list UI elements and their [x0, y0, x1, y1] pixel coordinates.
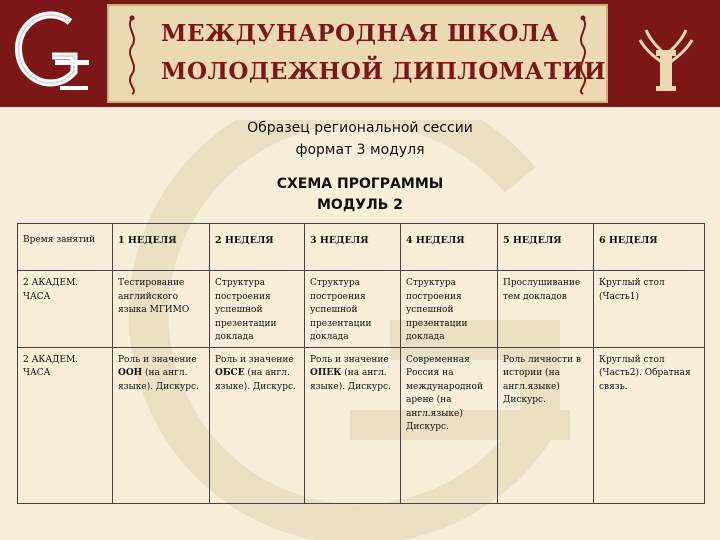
school-name-line2: МОЛОДЕЖНОЙ ДИПЛОМАТИИ	[161, 58, 607, 85]
table-header-row	[18, 224, 705, 271]
row1-week5-cell: Прослушивание тем докладов	[498, 271, 594, 348]
ornament-left-icon	[123, 14, 141, 96]
row2-week2-text-pre: Роль и значение	[215, 354, 294, 365]
row2-week3-org: ОПЕК	[310, 368, 342, 378]
header-cell-week4: 4 НЕДЕЛЯ	[401, 224, 498, 271]
row2-week2-text-post: (на англ. языке). Дискурс.	[215, 368, 296, 392]
school-logo	[0, 0, 103, 107]
row2-week6-cell: Круглый стол (Часть2). Обратная связь.	[594, 347, 705, 504]
g-logo-icon	[0, 0, 103, 107]
row2-week2-cell	[210, 347, 305, 504]
row1-week6-cell: Круглый стол (Часть1)	[594, 271, 705, 348]
row2-week1-text-pre: Роль и значение	[118, 354, 197, 365]
row2-week3-cell	[305, 347, 401, 504]
row2-week2-org: ОБСЕ	[215, 368, 245, 378]
row2-week3-text-pre: Роль и значение	[310, 354, 389, 365]
header-cell-week6: 6 НЕДЕЛЯ	[594, 224, 705, 271]
session-title: Образец региональной сессии	[247, 120, 473, 136]
program-schedule-table	[17, 223, 705, 504]
row2-week1-cell	[113, 347, 210, 504]
row2-week3-text-post: (на англ. языке). Дискурс.	[310, 368, 391, 392]
emblem-logo	[612, 0, 720, 107]
row2-time-cell: 2 АКАДЕМ. ЧАСА	[18, 347, 113, 504]
header-cell-time: Время занятий	[18, 224, 113, 271]
school-name-line1: МЕЖДУНАРОДНАЯ ШКОЛА	[161, 20, 559, 47]
table-row	[18, 347, 705, 504]
header-cell-week3: 3 НЕДЕЛЯ	[305, 224, 401, 271]
school-name-banner	[107, 4, 608, 103]
row2-week1-text-post: (на англ. языке). Дискурс.	[118, 368, 199, 392]
row1-week2-cell: Структура построения успешной презентации доклада	[210, 271, 305, 348]
row2-week1-org: ООН	[118, 368, 143, 378]
wheat-emblem-icon	[612, 0, 720, 107]
header-cell-week2: 2 НЕДЕЛЯ	[210, 224, 305, 271]
header-cell-week5: 5 НЕДЕЛЯ	[498, 224, 594, 271]
module-heading: МОДУЛЬ 2	[316, 197, 403, 213]
row1-week3-cell: Структура построения успешной презентации доклада	[305, 271, 401, 348]
row2-week5-cell: Роль личности в истории (на англ.языке) Дискурс.	[498, 347, 594, 504]
session-format: формат 3 модуля	[295, 142, 425, 158]
program-scheme-heading: СХЕМА ПРОГРАММЫ	[276, 176, 444, 192]
logo-letter: G	[40, 57, 47, 66]
header-cell-week1: 1 НЕДЕЛЯ	[113, 224, 210, 271]
row1-week4-cell: Структура построения успешной презентации доклада	[401, 271, 498, 348]
row1-time-cell: 2 АКАДЕМ. ЧАСА	[18, 271, 113, 348]
table-row	[18, 271, 705, 348]
row1-week1-cell: Тестирование английского языка МГИМО	[113, 271, 210, 348]
header-bar	[0, 0, 720, 107]
row2-week4-cell: Современная Россия на международной арене (на англ.языке) Дискурс.	[401, 347, 498, 504]
ornament-right-icon	[574, 14, 592, 96]
